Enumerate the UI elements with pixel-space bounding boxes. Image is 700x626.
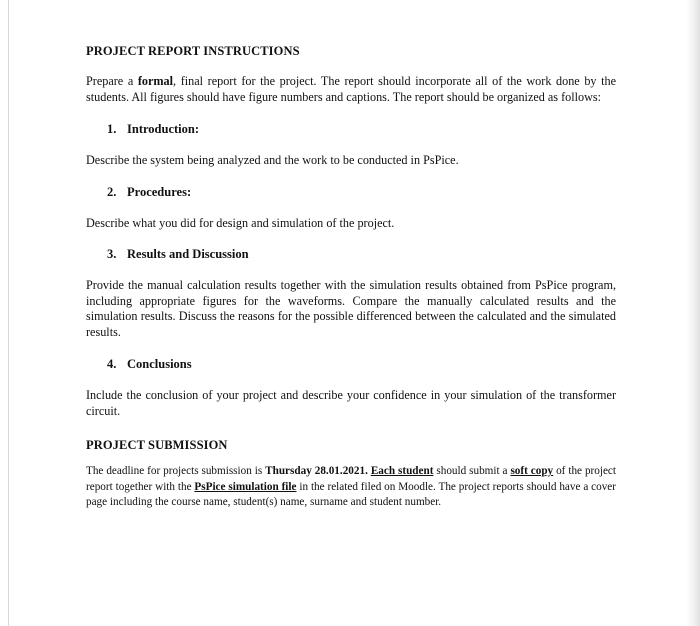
soft-copy-emphasis: soft copy [510,465,554,477]
section-4-number: 4. [107,357,117,371]
report-intro-paragraph [86,74,616,105]
intro-text-start: Prepare a [86,74,138,88]
section-3-label: Results and Discussion [127,247,249,261]
submission-text-1: The deadline for projects submission is [86,465,266,477]
submission-text-5: in the related filed on Moodle. The project reports should have a cover page including the course name, student(s) name, surname and student number. [86,480,616,508]
section-1-number: 1. [107,122,117,136]
section-2-title [86,185,616,200]
section-1-text: Describe the system being analyzed and the work to be conducted in PsPice. [86,153,459,167]
section-4-text: Include the conclusion of your project and describe your confidence in your simulation of the transformer circuit. [86,388,616,418]
page-edge-shadow [686,0,700,626]
section-2-number: 2. [107,184,117,199]
submission-deadline: Thursday 28.01.2021. [265,465,368,477]
intro-bold-formal: formal [137,74,174,88]
section-4-title [86,357,616,372]
section-3-number: 3. [107,247,117,261]
section-1-title [86,122,616,137]
section-2-label: Procedures: [127,184,192,199]
pspice-file-emphasis: PsPice simulation file [194,480,297,493]
page-left-border [8,0,9,626]
submission-heading: PROJECT SUBMISSION [86,438,228,452]
submission-paragraph [86,464,616,511]
section-3-title [86,247,616,262]
section-1-label: Introduction: [127,122,200,136]
each-student-emphasis: Each student [370,465,434,477]
section-4-label: Conclusions [127,357,192,371]
section-2-text: Describe what you did for design and simulation of the project. [86,215,395,230]
submission-text-3: should submit a [433,465,511,477]
document-content [86,44,616,511]
submission-text-4: of the project report together with the [86,465,616,493]
section-3-text: Provide the manual calculation results together with the simulation results obtained from PsPice program, including appropriate figures for the waveforms. Compare the manually calculated results and the simulation results. Discuss the reasons for the possible differenced between the calculated and the simulated results. [86,278,616,339]
intro-text-rest: , final report for the project. The report should incorporate all of the work done by the students. All figures should have figure numbers and captions. The report should be organized as follows: [86,74,616,104]
report-instructions-heading: PROJECT REPORT INSTRUCTIONS [86,44,300,58]
